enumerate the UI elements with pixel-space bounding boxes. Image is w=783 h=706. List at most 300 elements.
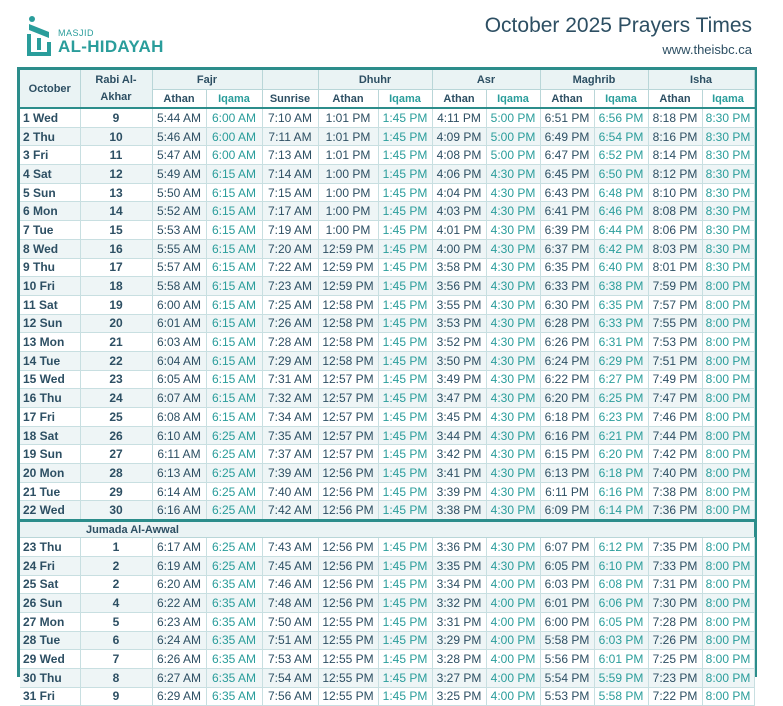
dhuhr-athan-cell: 1:00 PM — [318, 165, 378, 184]
sunrise-cell: 7:53 AM — [262, 650, 318, 669]
isha-iqama-cell: 8:30 PM — [702, 183, 754, 202]
fajr-iqama-cell: 6:25 AM — [206, 501, 262, 521]
asr-athan-cell: 3:52 PM — [432, 333, 486, 352]
fajr-athan-cell: 6:29 AM — [152, 687, 206, 706]
sunrise-cell: 7:34 AM — [262, 408, 318, 427]
dhuhr-athan-header: Athan — [318, 90, 378, 109]
maghrib-iqama-cell: 6:40 PM — [594, 258, 648, 277]
sunrise-cell: 7:45 AM — [262, 556, 318, 575]
fajr-athan-cell: 5:44 AM — [152, 108, 206, 127]
asr-iqama-cell: 4:30 PM — [486, 351, 540, 370]
asr-athan-cell: 3:55 PM — [432, 295, 486, 314]
date-cell: 8 Wed — [20, 239, 80, 258]
hijri-day-cell: 13 — [80, 183, 152, 202]
date-cell: 26 Sun — [20, 594, 80, 613]
maghrib-iqama-cell: 6:10 PM — [594, 556, 648, 575]
maghrib-header: Maghrib — [540, 70, 648, 90]
sunrise-cell: 7:22 AM — [262, 258, 318, 277]
hijri-day-cell: 20 — [80, 314, 152, 333]
hijri-day-cell: 6 — [80, 631, 152, 650]
maghrib-athan-cell: 6:47 PM — [540, 146, 594, 165]
asr-athan-cell: 3:45 PM — [432, 408, 486, 427]
table-row — [20, 146, 754, 165]
table-row — [20, 594, 754, 613]
dhuhr-athan-cell: 12:56 PM — [318, 594, 378, 613]
fajr-iqama-cell: 6:15 AM — [206, 239, 262, 258]
dhuhr-athan-cell: 12:56 PM — [318, 482, 378, 501]
hijri-day-cell: 28 — [80, 464, 152, 483]
fajr-athan-cell: 6:01 AM — [152, 314, 206, 333]
dhuhr-athan-cell: 1:00 PM — [318, 202, 378, 221]
hijri-day-cell: 21 — [80, 333, 152, 352]
asr-athan-cell: 3:36 PM — [432, 538, 486, 557]
page-title: October 2025 Prayers Times — [484, 14, 752, 37]
asr-athan-cell: 3:42 PM — [432, 445, 486, 464]
hijri-day-cell: 4 — [80, 594, 152, 613]
asr-iqama-cell: 4:00 PM — [486, 594, 540, 613]
hijri-day-cell: 26 — [80, 426, 152, 445]
table-header-row — [20, 70, 754, 90]
dhuhr-iqama-cell: 1:45 PM — [378, 389, 432, 408]
isha-iqama-cell: 8:00 PM — [702, 370, 754, 389]
dhuhr-athan-cell: 12:59 PM — [318, 239, 378, 258]
isha-iqama-cell: 8:00 PM — [702, 631, 754, 650]
fajr-athan-cell: 6:22 AM — [152, 594, 206, 613]
fajr-iqama-cell: 6:15 AM — [206, 258, 262, 277]
maghrib-athan-cell: 6:45 PM — [540, 165, 594, 184]
sunrise-cell: 7:40 AM — [262, 482, 318, 501]
asr-athan-cell: 4:01 PM — [432, 221, 486, 240]
fajr-iqama-cell: 6:15 AM — [206, 314, 262, 333]
fajr-iqama-cell: 6:00 AM — [206, 127, 262, 146]
sunrise-cell: 7:51 AM — [262, 631, 318, 650]
hijri-day-cell: 15 — [80, 221, 152, 240]
isha-iqama-cell: 8:00 PM — [702, 501, 754, 521]
dhuhr-athan-cell: 12:58 PM — [318, 351, 378, 370]
isha-iqama-cell: 8:00 PM — [702, 612, 754, 631]
dhuhr-iqama-cell: 1:45 PM — [378, 239, 432, 258]
dhuhr-athan-cell: 12:57 PM — [318, 408, 378, 427]
date-cell: 9 Thu — [20, 258, 80, 277]
maghrib-athan-cell: 6:41 PM — [540, 202, 594, 221]
asr-iqama-cell: 4:30 PM — [486, 389, 540, 408]
isha-iqama-cell: 8:00 PM — [702, 556, 754, 575]
dhuhr-iqama-cell: 1:45 PM — [378, 183, 432, 202]
dhuhr-iqama-cell: 1:45 PM — [378, 108, 432, 127]
table-row — [20, 575, 754, 594]
maghrib-athan-cell: 6:35 PM — [540, 258, 594, 277]
fajr-iqama-cell: 6:35 AM — [206, 650, 262, 669]
asr-athan-cell: 3:34 PM — [432, 575, 486, 594]
fajr-iqama-cell: 6:15 AM — [206, 202, 262, 221]
fajr-athan-cell: 5:55 AM — [152, 239, 206, 258]
dhuhr-athan-cell: 12:55 PM — [318, 687, 378, 706]
maghrib-iqama-cell: 6:08 PM — [594, 575, 648, 594]
hijri-month-header: Rabi Al-Akhar — [80, 70, 152, 108]
fajr-iqama-cell: 6:15 AM — [206, 277, 262, 296]
table-body — [20, 108, 754, 706]
table-row — [20, 650, 754, 669]
date-cell: 14 Tue — [20, 351, 80, 370]
asr-iqama-cell: 4:30 PM — [486, 314, 540, 333]
date-cell: 1 Wed — [20, 108, 80, 127]
table-row — [20, 258, 754, 277]
dhuhr-iqama-cell: 1:45 PM — [378, 594, 432, 613]
dhuhr-athan-cell: 12:57 PM — [318, 389, 378, 408]
dhuhr-athan-cell: 12:57 PM — [318, 426, 378, 445]
hijri-day-cell: 7 — [80, 650, 152, 669]
table-row — [20, 295, 754, 314]
isha-iqama-cell: 8:00 PM — [702, 482, 754, 501]
date-cell: 5 Sun — [20, 183, 80, 202]
asr-iqama-cell: 4:30 PM — [486, 538, 540, 557]
fajr-athan-cell: 5:52 AM — [152, 202, 206, 221]
sunrise-cell: 7:26 AM — [262, 314, 318, 333]
isha-iqama-cell: 8:30 PM — [702, 202, 754, 221]
maghrib-iqama-cell: 6:20 PM — [594, 445, 648, 464]
dhuhr-iqama-cell: 1:45 PM — [378, 445, 432, 464]
fajr-athan-cell: 6:08 AM — [152, 408, 206, 427]
isha-iqama-cell: 8:00 PM — [702, 408, 754, 427]
isha-athan-cell: 7:23 PM — [648, 668, 702, 687]
table-row — [20, 556, 754, 575]
hijri-day-cell: 27 — [80, 445, 152, 464]
fajr-athan-cell: 5:57 AM — [152, 258, 206, 277]
asr-athan-cell: 4:08 PM — [432, 146, 486, 165]
isha-iqama-cell: 8:00 PM — [702, 575, 754, 594]
table-row — [20, 464, 754, 483]
isha-athan-cell: 7:31 PM — [648, 575, 702, 594]
isha-athan-cell: 7:38 PM — [648, 482, 702, 501]
fajr-athan-cell: 6:00 AM — [152, 295, 206, 314]
maghrib-iqama-cell: 6:03 PM — [594, 631, 648, 650]
fajr-iqama-cell: 6:15 AM — [206, 165, 262, 184]
dhuhr-athan-cell: 12:57 PM — [318, 445, 378, 464]
sunrise-cell: 7:31 AM — [262, 370, 318, 389]
isha-athan-cell: 8:03 PM — [648, 239, 702, 258]
table-row — [20, 277, 754, 296]
asr-iqama-cell: 5:00 PM — [486, 146, 540, 165]
maghrib-iqama-cell: 6:25 PM — [594, 389, 648, 408]
asr-iqama-cell: 4:30 PM — [486, 408, 540, 427]
fajr-iqama-cell: 6:15 AM — [206, 221, 262, 240]
maghrib-athan-cell: 6:51 PM — [540, 108, 594, 127]
table-row — [20, 538, 754, 557]
maghrib-athan-cell: 6:18 PM — [540, 408, 594, 427]
month-header: October — [20, 70, 80, 108]
dhuhr-iqama-cell: 1:45 PM — [378, 221, 432, 240]
dhuhr-iqama-cell: 1:45 PM — [378, 631, 432, 650]
asr-athan-cell: 3:44 PM — [432, 426, 486, 445]
date-cell: 31 Fri — [20, 687, 80, 706]
asr-iqama-cell: 4:30 PM — [486, 221, 540, 240]
dhuhr-iqama-cell: 1:45 PM — [378, 426, 432, 445]
hijri-day-cell: 8 — [80, 668, 152, 687]
fajr-athan-cell: 5:47 AM — [152, 146, 206, 165]
asr-athan-cell: 3:53 PM — [432, 314, 486, 333]
fajr-athan-cell: 6:14 AM — [152, 482, 206, 501]
date-cell: 2 Thu — [20, 127, 80, 146]
table-row — [20, 426, 754, 445]
isha-athan-cell: 8:14 PM — [648, 146, 702, 165]
dhuhr-athan-cell: 12:55 PM — [318, 612, 378, 631]
dhuhr-athan-cell: 1:00 PM — [318, 221, 378, 240]
fajr-header: Fajr — [152, 70, 262, 90]
dhuhr-athan-cell: 1:01 PM — [318, 108, 378, 127]
fajr-athan-cell: 5:50 AM — [152, 183, 206, 202]
fajr-iqama-cell: 6:25 AM — [206, 482, 262, 501]
sunrise-cell: 7:13 AM — [262, 146, 318, 165]
maghrib-athan-cell: 6:16 PM — [540, 426, 594, 445]
table-row — [20, 687, 754, 706]
dhuhr-iqama-cell: 1:45 PM — [378, 408, 432, 427]
fajr-athan-cell: 5:53 AM — [152, 221, 206, 240]
date-cell: 4 Sat — [20, 165, 80, 184]
dhuhr-iqama-cell: 1:45 PM — [378, 650, 432, 669]
maghrib-athan-cell: 5:53 PM — [540, 687, 594, 706]
hijri-day-cell: 9 — [80, 108, 152, 127]
fajr-iqama-cell: 6:15 AM — [206, 370, 262, 389]
maghrib-athan-header: Athan — [540, 90, 594, 109]
sunrise-cell: 7:20 AM — [262, 239, 318, 258]
fajr-athan-cell: 6:10 AM — [152, 426, 206, 445]
dhuhr-iqama-cell: 1:45 PM — [378, 687, 432, 706]
maghrib-iqama-cell: 6:35 PM — [594, 295, 648, 314]
prayer-times-table — [20, 70, 755, 706]
dhuhr-iqama-cell: 1:45 PM — [378, 482, 432, 501]
dhuhr-iqama-cell: 1:45 PM — [378, 146, 432, 165]
isha-iqama-cell: 8:00 PM — [702, 295, 754, 314]
maghrib-iqama-cell: 6:52 PM — [594, 146, 648, 165]
isha-header: Isha — [648, 70, 754, 90]
dhuhr-athan-cell: 12:59 PM — [318, 277, 378, 296]
table-row — [20, 314, 754, 333]
dhuhr-athan-cell: 12:57 PM — [318, 370, 378, 389]
asr-athan-cell: 3:29 PM — [432, 631, 486, 650]
asr-athan-cell: 4:04 PM — [432, 183, 486, 202]
asr-athan-cell: 3:47 PM — [432, 389, 486, 408]
asr-iqama-cell: 4:00 PM — [486, 575, 540, 594]
hijri-day-cell: 25 — [80, 408, 152, 427]
dhuhr-iqama-cell: 1:45 PM — [378, 501, 432, 521]
fajr-athan-cell: 5:46 AM — [152, 127, 206, 146]
table-row — [20, 445, 754, 464]
table-row — [20, 612, 754, 631]
fajr-iqama-cell: 6:25 AM — [206, 464, 262, 483]
isha-athan-cell: 8:08 PM — [648, 202, 702, 221]
asr-iqama-cell: 4:30 PM — [486, 165, 540, 184]
isha-athan-cell: 7:46 PM — [648, 408, 702, 427]
dhuhr-iqama-cell: 1:45 PM — [378, 277, 432, 296]
table-row — [20, 631, 754, 650]
asr-athan-cell: 3:32 PM — [432, 594, 486, 613]
table-row — [20, 202, 754, 221]
maghrib-iqama-cell: 6:48 PM — [594, 183, 648, 202]
date-cell: 18 Sat — [20, 426, 80, 445]
maghrib-iqama-cell: 6:21 PM — [594, 426, 648, 445]
asr-athan-cell: 3:35 PM — [432, 556, 486, 575]
table-row — [20, 108, 754, 127]
isha-athan-cell: 7:40 PM — [648, 464, 702, 483]
maghrib-iqama-cell: 6:01 PM — [594, 650, 648, 669]
sunrise-cell: 7:17 AM — [262, 202, 318, 221]
asr-iqama-cell: 4:30 PM — [486, 333, 540, 352]
dhuhr-athan-cell: 12:56 PM — [318, 501, 378, 521]
table-row — [20, 239, 754, 258]
isha-iqama-cell: 8:00 PM — [702, 687, 754, 706]
isha-iqama-cell: 8:00 PM — [702, 277, 754, 296]
maghrib-athan-cell: 6:26 PM — [540, 333, 594, 352]
sunrise-cell: 7:54 AM — [262, 668, 318, 687]
maghrib-iqama-cell: 6:29 PM — [594, 351, 648, 370]
table-row — [20, 501, 754, 521]
sunrise-cell: 7:23 AM — [262, 277, 318, 296]
fajr-iqama-cell: 6:35 AM — [206, 612, 262, 631]
isha-athan-cell: 7:36 PM — [648, 501, 702, 521]
fajr-iqama-cell: 6:35 AM — [206, 575, 262, 594]
hijri-day-cell: 14 — [80, 202, 152, 221]
asr-iqama-cell: 4:30 PM — [486, 501, 540, 521]
logo-subtitle: MASJID — [58, 28, 95, 38]
fajr-athan-cell: 5:49 AM — [152, 165, 206, 184]
dhuhr-iqama-cell: 1:45 PM — [378, 314, 432, 333]
sunrise-cell: 7:39 AM — [262, 464, 318, 483]
isha-iqama-cell: 8:00 PM — [702, 445, 754, 464]
asr-iqama-cell: 4:30 PM — [486, 370, 540, 389]
date-cell: 29 Wed — [20, 650, 80, 669]
maghrib-athan-cell: 5:54 PM — [540, 668, 594, 687]
asr-athan-cell: 4:09 PM — [432, 127, 486, 146]
fajr-iqama-cell: 6:25 AM — [206, 426, 262, 445]
dhuhr-iqama-header: Iqama — [378, 90, 432, 109]
fajr-iqama-cell: 6:15 AM — [206, 183, 262, 202]
hijri-month-label: Jumada Al-Awwal — [20, 521, 754, 538]
dhuhr-iqama-cell: 1:45 PM — [378, 333, 432, 352]
isha-athan-cell: 8:01 PM — [648, 258, 702, 277]
asr-iqama-cell: 4:00 PM — [486, 687, 540, 706]
hijri-day-cell: 24 — [80, 389, 152, 408]
table-row — [20, 370, 754, 389]
date-cell: 3 Fri — [20, 146, 80, 165]
fajr-athan-cell: 6:24 AM — [152, 631, 206, 650]
maghrib-athan-cell: 6:20 PM — [540, 389, 594, 408]
maghrib-iqama-cell: 6:27 PM — [594, 370, 648, 389]
maghrib-athan-cell: 6:09 PM — [540, 501, 594, 521]
maghrib-athan-cell: 6:30 PM — [540, 295, 594, 314]
hijri-day-cell: 29 — [80, 482, 152, 501]
asr-athan-cell: 3:56 PM — [432, 277, 486, 296]
asr-iqama-cell: 4:30 PM — [486, 556, 540, 575]
table-row — [20, 127, 754, 146]
maghrib-athan-cell: 6:24 PM — [540, 351, 594, 370]
isha-iqama-cell: 8:00 PM — [702, 594, 754, 613]
maghrib-iqama-cell: 6:06 PM — [594, 594, 648, 613]
dhuhr-athan-cell: 12:58 PM — [318, 295, 378, 314]
maghrib-iqama-cell: 6:14 PM — [594, 501, 648, 521]
table-row — [20, 333, 754, 352]
date-cell: 23 Thu — [20, 538, 80, 557]
asr-iqama-cell: 4:00 PM — [486, 668, 540, 687]
asr-iqama-cell: 4:30 PM — [486, 295, 540, 314]
website-link[interactable]: www.theisbc.ca — [662, 42, 752, 57]
dhuhr-iqama-cell: 1:45 PM — [378, 165, 432, 184]
isha-iqama-cell: 8:00 PM — [702, 314, 754, 333]
dhuhr-athan-cell: 1:01 PM — [318, 146, 378, 165]
fajr-athan-cell: 6:19 AM — [152, 556, 206, 575]
isha-athan-cell: 8:12 PM — [648, 165, 702, 184]
table-row — [20, 183, 754, 202]
maghrib-athan-cell: 6:43 PM — [540, 183, 594, 202]
dhuhr-athan-cell: 12:59 PM — [318, 258, 378, 277]
fajr-athan-cell: 6:26 AM — [152, 650, 206, 669]
maghrib-iqama-cell: 5:58 PM — [594, 687, 648, 706]
asr-iqama-cell: 4:00 PM — [486, 631, 540, 650]
date-cell: 27 Mon — [20, 612, 80, 631]
hijri-day-cell: 12 — [80, 165, 152, 184]
date-cell: 25 Sat — [20, 575, 80, 594]
isha-iqama-cell: 8:30 PM — [702, 108, 754, 127]
date-cell: 17 Fri — [20, 408, 80, 427]
isha-iqama-cell: 8:00 PM — [702, 351, 754, 370]
sunrise-header: Sunrise — [262, 90, 318, 109]
hijri-day-cell: 5 — [80, 612, 152, 631]
fajr-athan-cell: 6:27 AM — [152, 668, 206, 687]
maghrib-iqama-cell: 6:54 PM — [594, 127, 648, 146]
maghrib-athan-cell: 5:58 PM — [540, 631, 594, 650]
maghrib-athan-cell: 6:00 PM — [540, 612, 594, 631]
maghrib-iqama-cell: 6:05 PM — [594, 612, 648, 631]
maghrib-iqama-cell: 6:50 PM — [594, 165, 648, 184]
sunrise-cell: 7:25 AM — [262, 295, 318, 314]
hijri-month-separator-row — [20, 521, 754, 538]
prayer-times-table-frame — [17, 67, 757, 704]
isha-athan-cell: 8:10 PM — [648, 183, 702, 202]
maghrib-iqama-cell: 6:18 PM — [594, 464, 648, 483]
mosque-logo — [26, 14, 176, 60]
fajr-athan-cell: 6:20 AM — [152, 575, 206, 594]
fajr-athan-cell: 6:07 AM — [152, 389, 206, 408]
hijri-day-cell: 11 — [80, 146, 152, 165]
asr-iqama-cell: 5:00 PM — [486, 127, 540, 146]
table-row — [20, 668, 754, 687]
maghrib-athan-cell: 5:56 PM — [540, 650, 594, 669]
fajr-iqama-cell: 6:35 AM — [206, 668, 262, 687]
dhuhr-iqama-cell: 1:45 PM — [378, 575, 432, 594]
asr-athan-cell: 3:27 PM — [432, 668, 486, 687]
fajr-athan-cell: 6:05 AM — [152, 370, 206, 389]
asr-iqama-cell: 4:30 PM — [486, 258, 540, 277]
fajr-iqama-cell: 6:35 AM — [206, 631, 262, 650]
fajr-iqama-cell: 6:25 AM — [206, 445, 262, 464]
maghrib-athan-cell: 6:03 PM — [540, 575, 594, 594]
sunrise-group-header — [262, 70, 318, 90]
asr-iqama-cell: 4:30 PM — [486, 482, 540, 501]
maghrib-athan-cell: 6:11 PM — [540, 482, 594, 501]
dhuhr-iqama-cell: 1:45 PM — [378, 370, 432, 389]
dhuhr-iqama-cell: 1:45 PM — [378, 464, 432, 483]
asr-athan-cell: 4:11 PM — [432, 108, 486, 127]
fajr-athan-cell: 6:04 AM — [152, 351, 206, 370]
isha-iqama-cell: 8:30 PM — [702, 221, 754, 240]
isha-athan-cell: 7:28 PM — [648, 612, 702, 631]
date-cell: 10 Fri — [20, 277, 80, 296]
asr-athan-cell: 4:03 PM — [432, 202, 486, 221]
isha-athan-cell: 7:35 PM — [648, 538, 702, 557]
isha-athan-cell: 7:30 PM — [648, 594, 702, 613]
asr-athan-cell: 3:50 PM — [432, 351, 486, 370]
dhuhr-iqama-cell: 1:45 PM — [378, 295, 432, 314]
table-row — [20, 165, 754, 184]
